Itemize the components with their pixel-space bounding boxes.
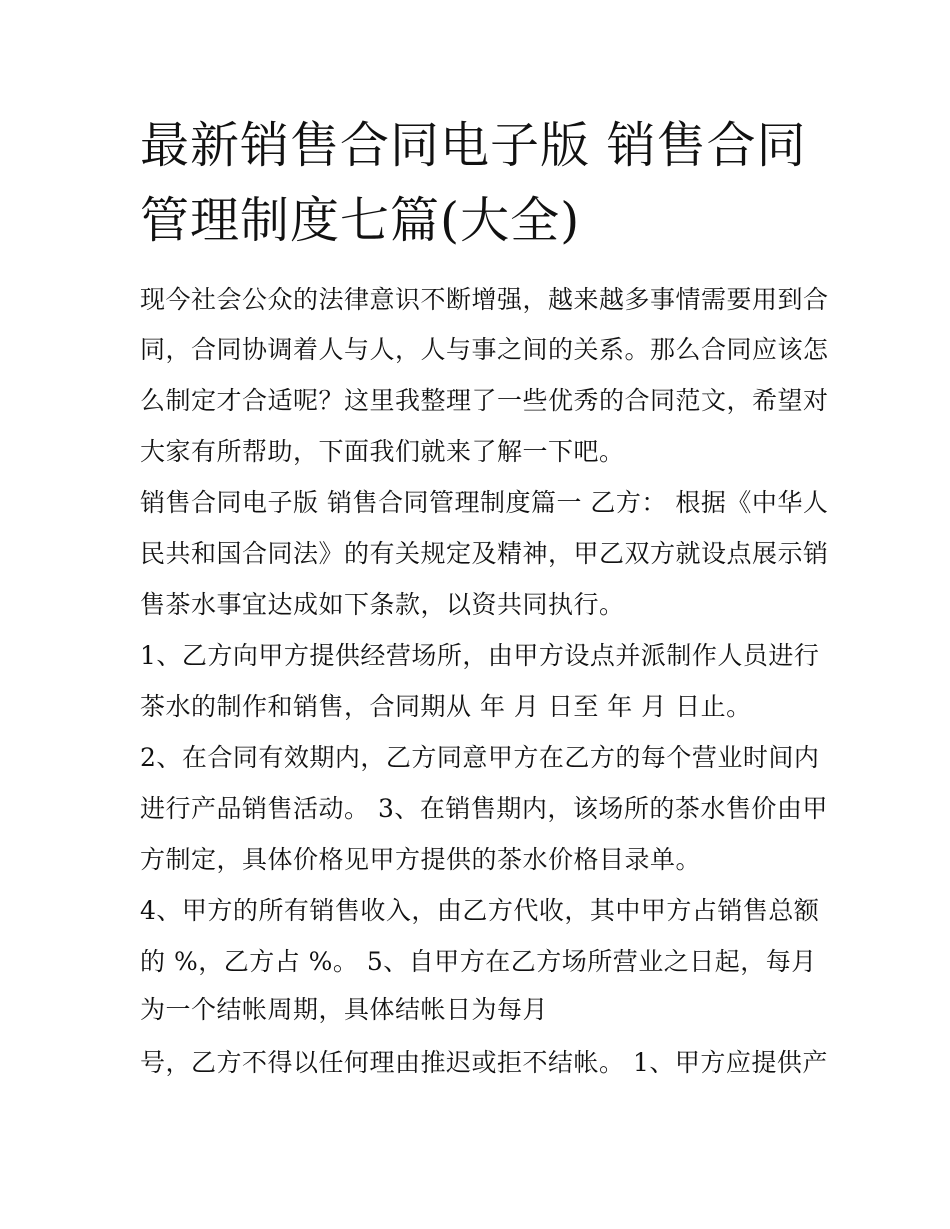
intro-line-1: 现今社会公众的法律意识不断增强，越来越多事情需要用到合 [140, 285, 829, 314]
section-line-1: 销售合同电子版 销售合同管理制度篇一 乙方： 根据《中华人 [140, 488, 829, 517]
document-title [140, 108, 830, 258]
title-line-1: 最新销售合同电子版 销售合同 [140, 117, 807, 174]
section-line-2: 民共和国合同法》的有关规定及精神，甲乙双方就设点展示销 [140, 539, 829, 568]
clause-2-line-2: 进行产品销售活动。 3、在销售期内，该场所的茶水售价由甲 [140, 794, 828, 823]
clause-1-line-1: 1、乙方向甲方提供经营场所，由甲方设点并派制作人员进行 [140, 641, 820, 670]
clause-4-line-1: 4、甲方的所有销售收入，由乙方代收，其中甲方占销售总额 [140, 896, 820, 925]
clause-1-line-2: 茶水的制作和销售，合同期从 年 月 日至 年 月 日止。 [140, 692, 752, 721]
title-line-2: 管理制度七篇(大全) [140, 192, 581, 249]
intro-line-3: 么制定才合适呢？这里我整理了一些优秀的合同范文，希望对 [140, 386, 829, 415]
clause-4-line-2: 的 %，乙方占 %。 5、自甲方在乙方场所营业之日起，每月 [140, 947, 817, 976]
clause-4-line-4: 号，乙方不得以任何理由推迟或拒不结帐。 1、甲方应提供产 [140, 1048, 828, 1077]
intro-line-4: 大家有所帮助，下面我们就来了解一下吧。 [140, 437, 625, 466]
clause-2-line-3: 方制定，具体价格见甲方提供的茶水价格目录单。 [140, 845, 702, 874]
clause-4-line-3: 为一个结帐周期，具体结帐日为每月 [140, 995, 549, 1024]
clause-2-line-1: 2、在合同有效期内，乙方同意甲方在乙方的每个营业时间内 [140, 743, 820, 772]
section-line-3: 售茶水事宜达成如下条款，以资共同执行。 [140, 590, 625, 619]
intro-line-2: 同，合同协调着人与人，人与事之间的关系。那么合同应该怎 [140, 335, 829, 364]
